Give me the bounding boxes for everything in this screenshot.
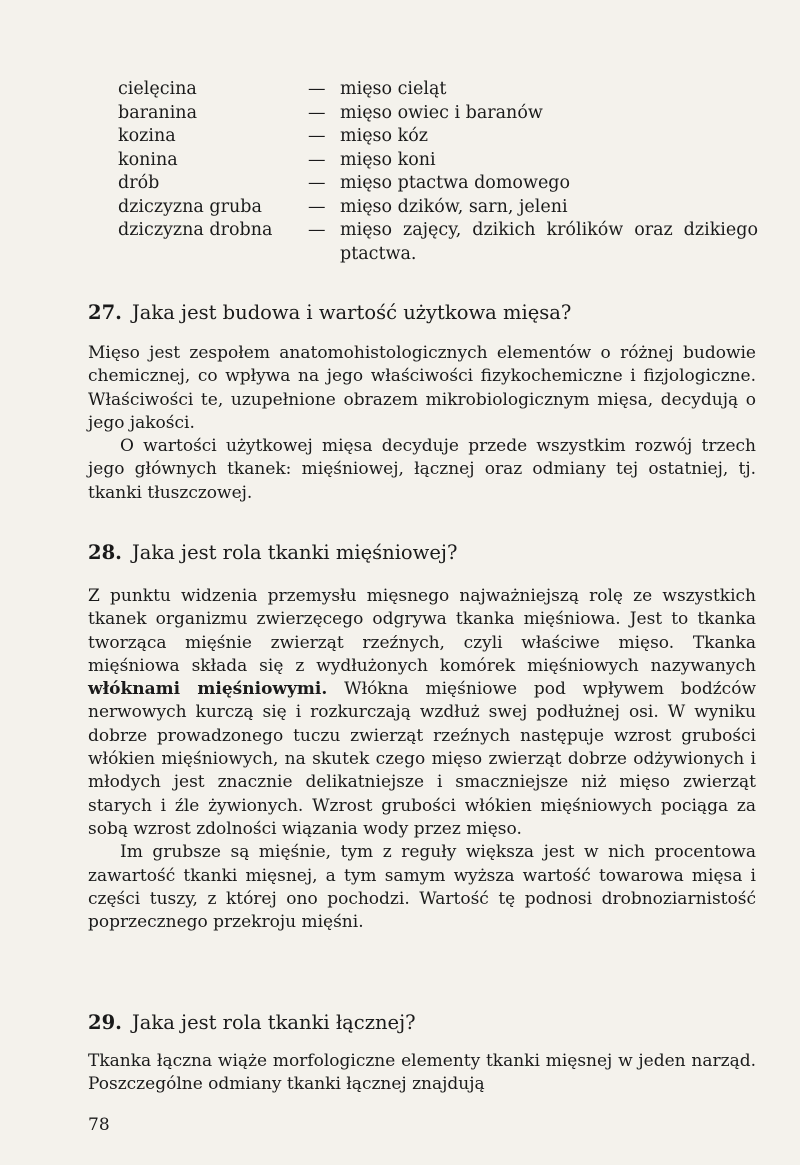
- definition-term: kozina: [118, 126, 176, 146]
- definition-dash: —: [308, 196, 326, 217]
- paragraph: Mięso jest zespołem anatomohistologicznych elementów o różnej budowie chemicznej, co wpływa na jego właściwości fizykochemiczne i fizjologiczne. Właściwości te, uzupełnione obrazem mikrobiologicznym mięsa, decydują o jego jakości.: [88, 343, 756, 433]
- definition-meaning: mięso cieląt: [340, 79, 447, 99]
- definition-term: cielęcina: [118, 79, 197, 99]
- bold-term: włóknami mięśniowymi.: [88, 679, 328, 700]
- definition-row: [118, 149, 758, 173]
- definition-meaning: mięso ptactwa domowego: [340, 173, 571, 193]
- definition-term: baranina: [118, 102, 198, 123]
- definition-row: [118, 219, 758, 266]
- section-heading-28: [88, 540, 758, 566]
- definition-meaning: mięso zajęcy, dzikich królików oraz dzikiego ptactwa.: [340, 220, 758, 264]
- section-number: 27.: [88, 301, 122, 324]
- definition-row: [118, 78, 758, 102]
- definition-term: konina: [118, 149, 178, 170]
- section-body-28: [88, 585, 756, 934]
- definition-term: dziczyzna gruba: [118, 196, 262, 217]
- definition-dash: —: [308, 173, 326, 193]
- definition-term: drób: [118, 173, 160, 193]
- paragraph: Im grubsze są mięśnie, tym z reguły większa jest w nich procentowa zawartość tkanki mięsnej, a tym samym wyższa wartość towarowa mięsa i części tuszy, z której ono pochodzi. Wartość tę podnosi drobnoziarnistość poprzecznego przekroju mięśni.: [88, 842, 756, 933]
- paragraph: O wartości użytkowej mięsa decyduje przede wszystkim rozwój trzech jego głównych tkanek: mięśniowej, łącznej oraz odmiany tej ostatniej, tj. tkanki tłuszczowej.: [88, 436, 756, 503]
- definition-row: [118, 172, 758, 196]
- section-body-29: [88, 1050, 756, 1097]
- meat-definitions-list: [118, 78, 758, 266]
- definition-row: [118, 196, 758, 220]
- definition-dash: —: [308, 126, 326, 146]
- section-question: Jaka jest budowa i wartość użytkowa mięsa?: [131, 301, 572, 324]
- page-number: 78: [88, 1115, 110, 1135]
- definition-dash: —: [308, 149, 326, 170]
- paragraph-text: Włókna mięśniowe pod wpływem bodźców nerwowych kurczą się i rozkurczają wzdłuż swej podłużnej osi. W wyniku dobrze prowadzonego tuczu zwierząt rzeźnych następuje wzrost grubości włókien mięśniowych, na skutek czego mięso zwierząt dobrze odżywionych i młodych jest znacznie delikatniejsze i smaczniejsze niż mięso zwierząt starych i źle żywionych. Wzrost grubości włókien mięśniowych pociąga za sobą wzrost zdolności wiązania wody przez mięso.: [88, 679, 756, 839]
- section-body-27: [88, 342, 756, 505]
- definition-term: dziczyzna drobna: [118, 220, 273, 240]
- definition-dash: —: [308, 79, 326, 99]
- definition-meaning: mięso kóz: [340, 126, 428, 146]
- definition-row: [118, 102, 758, 126]
- paragraph-text: Z punktu widzenia przemysłu mięsnego najważniejszą rolę ze wszystkich tkanek organizmu zwierzęcego odgrywa tkanka mięśniowa. Jest to tkanka tworząca mięśnie zwierząt rzeźnych, czyli właściwe mięso. Tkanka mięśniowa składa się z wydłużonych komórek mięśniowych nazywanych: [88, 586, 756, 676]
- definition-meaning: mięso owiec i baranów: [340, 102, 543, 123]
- definition-dash: —: [308, 102, 326, 123]
- section-heading-29: [88, 1010, 758, 1036]
- section-heading-27: [88, 300, 758, 326]
- paragraph: [88, 585, 756, 841]
- definition-meaning: mięso koni: [340, 149, 436, 170]
- section-question: Jaka jest rola tkanki mięśniowej?: [131, 541, 458, 564]
- definition-dash: —: [308, 220, 326, 240]
- definition-meaning: mięso dzików, sarn, jeleni: [340, 196, 568, 217]
- paragraph: Tkanka łączna wiąże morfologiczne elementy tkanki mięsnej w jeden narząd. Poszczególne odmiany tkanki łącznej znajdują: [88, 1051, 756, 1095]
- section-number: 28.: [88, 541, 122, 564]
- section-question: Jaka jest rola tkanki łącznej?: [131, 1011, 416, 1034]
- section-number: 29.: [88, 1011, 122, 1034]
- definition-row: [118, 125, 758, 149]
